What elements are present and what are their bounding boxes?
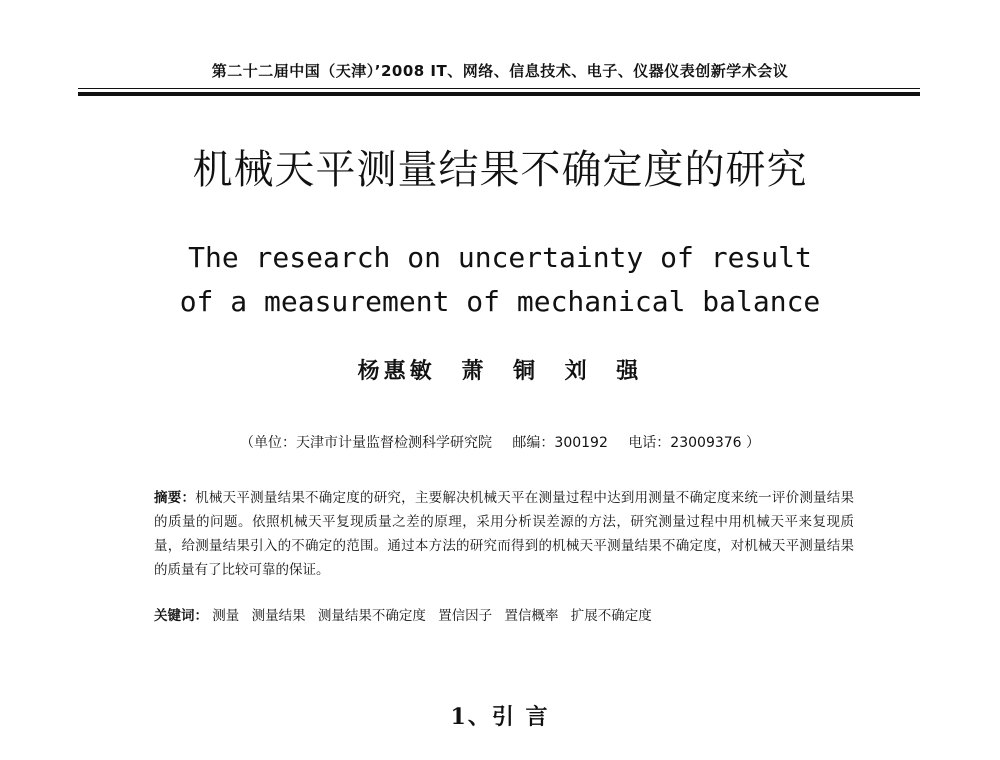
author-list: 杨惠敏 萧 铜 刘 强 [357,358,643,384]
keyword-item: 置信因子 [438,608,493,624]
paper-title-english-line-1: The research on uncertainty of result [188,241,812,274]
affiliation-postcode: 邮编：300192 [512,435,608,451]
conference-header: 第二十二届中国（天津）’2008 IT、网络、信息技术、电子、仪器仪表创新学术会议 [211,62,789,80]
abstract-paragraph [154,486,854,582]
paper-title-english-line-2: of a measurement of mechanical balance [179,285,821,318]
affiliation-phone: 电话：23009376 ） [628,435,761,451]
keyword-item: 测量结果不确定度 [317,608,426,624]
paper-title-chinese: 机械天平测量结果不确定度的研究 [192,147,808,193]
keywords-line [154,604,854,628]
abstract-label: 摘要： [154,490,196,506]
header-rule-thick [78,92,920,96]
keyword-item: 扩展不确定度 [570,608,652,624]
paper-title-english [0,236,1000,324]
keyword-item: 置信概率 [504,608,559,624]
keywords-label: 关键词： [154,608,208,624]
affiliation-line [0,432,1000,452]
header-rule-thin [78,88,920,89]
affiliation-unit: （单位：天津市计量监督检测科学研究院 [239,435,492,451]
abstract-text: 机械天平测量结果不确定度的研究，主要解决机械天平在测量过程中达到用测量不确定度来统一评价测量结果的质量的问题。依照机械天平复现质量之差的原理，采用分析误差源的方法，研究测量过程中用机械天平来复现质量，给测量结果引入的不确定的范围。通过本方法的研究而得到的机械天平测量结果不确定度，对机械天平测量结果的质量有了比较可靠的保证。 [154,490,855,578]
section-heading-introduction: 1、引 言 [450,704,550,730]
keyword-item: 测量 [212,608,240,624]
keyword-item: 测量结果 [251,608,306,624]
